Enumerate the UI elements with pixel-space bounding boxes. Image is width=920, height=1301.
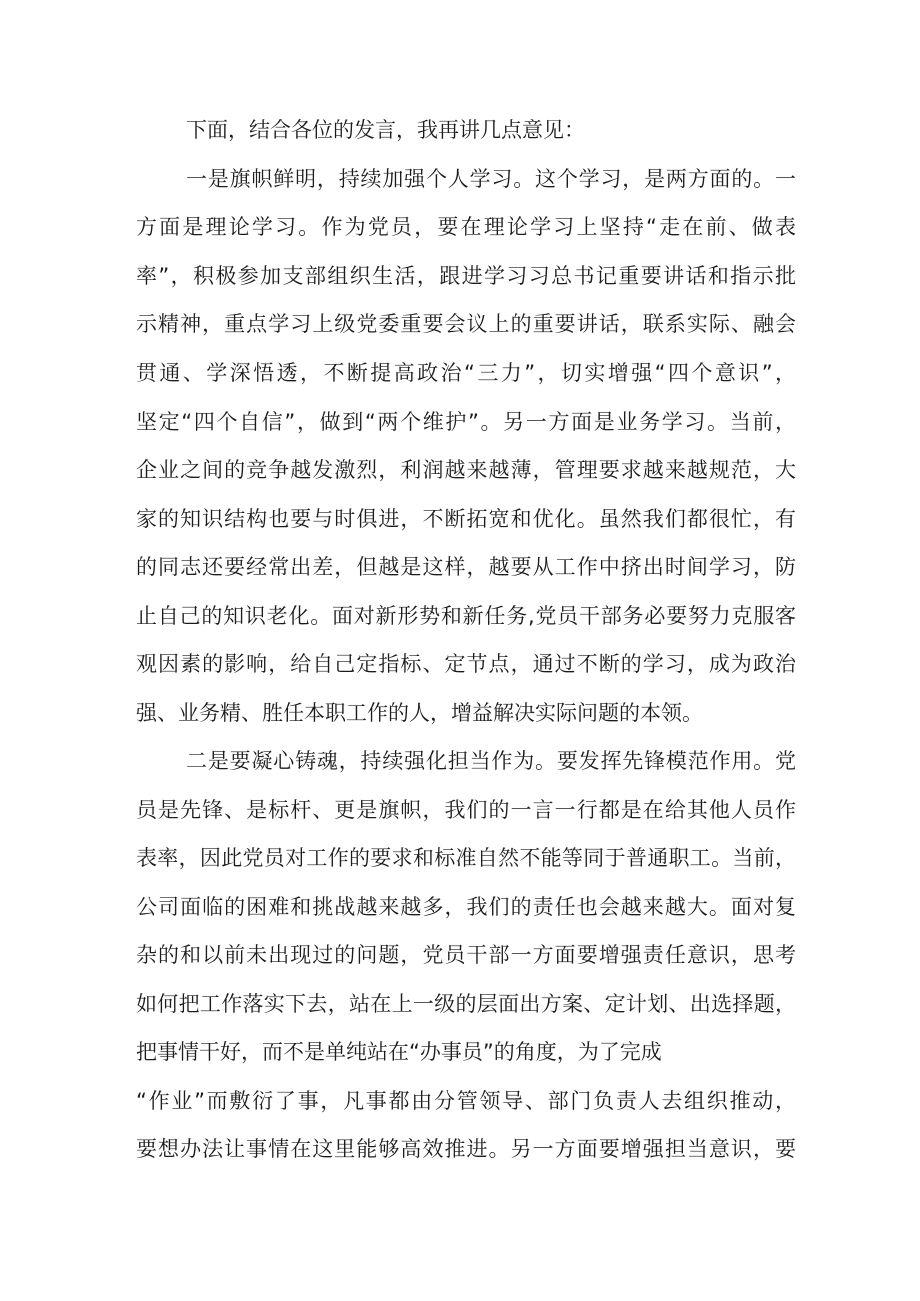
paragraph-line: 下面，结合各位的发言，我再讲几点意见： — [186, 118, 585, 142]
paragraph-line: 杂的和以前未出现过的问题，党员干部一方面要增强责任意识，思考 — [136, 943, 796, 967]
paragraph-line: 率”，积极参加支部组织生活，跟进学习习总书记重要讲话和指示批 — [136, 264, 796, 288]
paragraph-line: “作业”而敷衍了事，凡事都由分管领导、部门负责人去组织推动， — [136, 1089, 796, 1113]
paragraph-line: 员是先锋、是标杆、更是旗帜，我们的一言一行都是在给其他人员作 — [136, 798, 796, 822]
paragraph-line: 强、业务精、胜任本职工作的人，增益解决实际问题的本领。 — [136, 701, 703, 725]
paragraph-line: 公司面临的困难和挑战越来越多，我们的责任也会越来越大。面对复 — [136, 895, 796, 919]
paragraph-line: 的同志还要经常出差，但越是这样，越要从工作中挤出时间学习，防 — [136, 555, 796, 579]
paragraph-line: 如何把工作落实下去，站在上一级的层面出方案、定计划、出选择题， — [136, 992, 796, 1016]
paragraph-line: 把事情干好，而不是单纯站在“办事员”的角度，为了完成 — [136, 1040, 662, 1064]
paragraph-line: 二是要凝心铸魂，持续强化担当作为。要发挥先锋模范作用。党 — [186, 749, 796, 773]
paragraph-line: 止自己的知识老化。面对新形势和新任务,党员干部务必要努力克服客 — [136, 604, 796, 628]
paragraph-line: 观因素的影响，给自己定指标、定节点，通过不断的学习，成为政治 — [136, 652, 796, 676]
paragraph-line: 一是旗帜鲜明，持续加强个人学习。这个学习，是两方面的。一 — [186, 167, 796, 191]
paragraph-line: 企业之间的竞争越发激烈，利润越来越薄，管理要求越来越规范，大 — [136, 458, 796, 482]
paragraph-line: 家的知识结构也要与时俱进，不断拓宽和优化。虽然我们都很忙，有 — [136, 507, 796, 531]
paragraph-line: 示精神，重点学习上级党委重要会议上的重要讲话，联系实际、融会 — [136, 312, 796, 336]
paragraph-line: 表率，因此党员对工作的要求和标准自然不能等同于普通职工。当前， — [136, 846, 796, 870]
paragraph-line: 坚定“四个自信”，做到“两个维护”。另一方面是业务学习。当前， — [136, 410, 796, 434]
paragraph-line: 贯通、学深悟透，不断提高政治“三力”，切实增强“四个意识”， — [136, 361, 796, 385]
paragraph-line: 方面是理论学习。作为党员，要在理论学习上坚持“走在前、做表 — [136, 215, 796, 239]
paragraph-line: 要想办法让事情在这里能够高效推进。另一方面要增强担当意识，要 — [136, 1137, 796, 1161]
